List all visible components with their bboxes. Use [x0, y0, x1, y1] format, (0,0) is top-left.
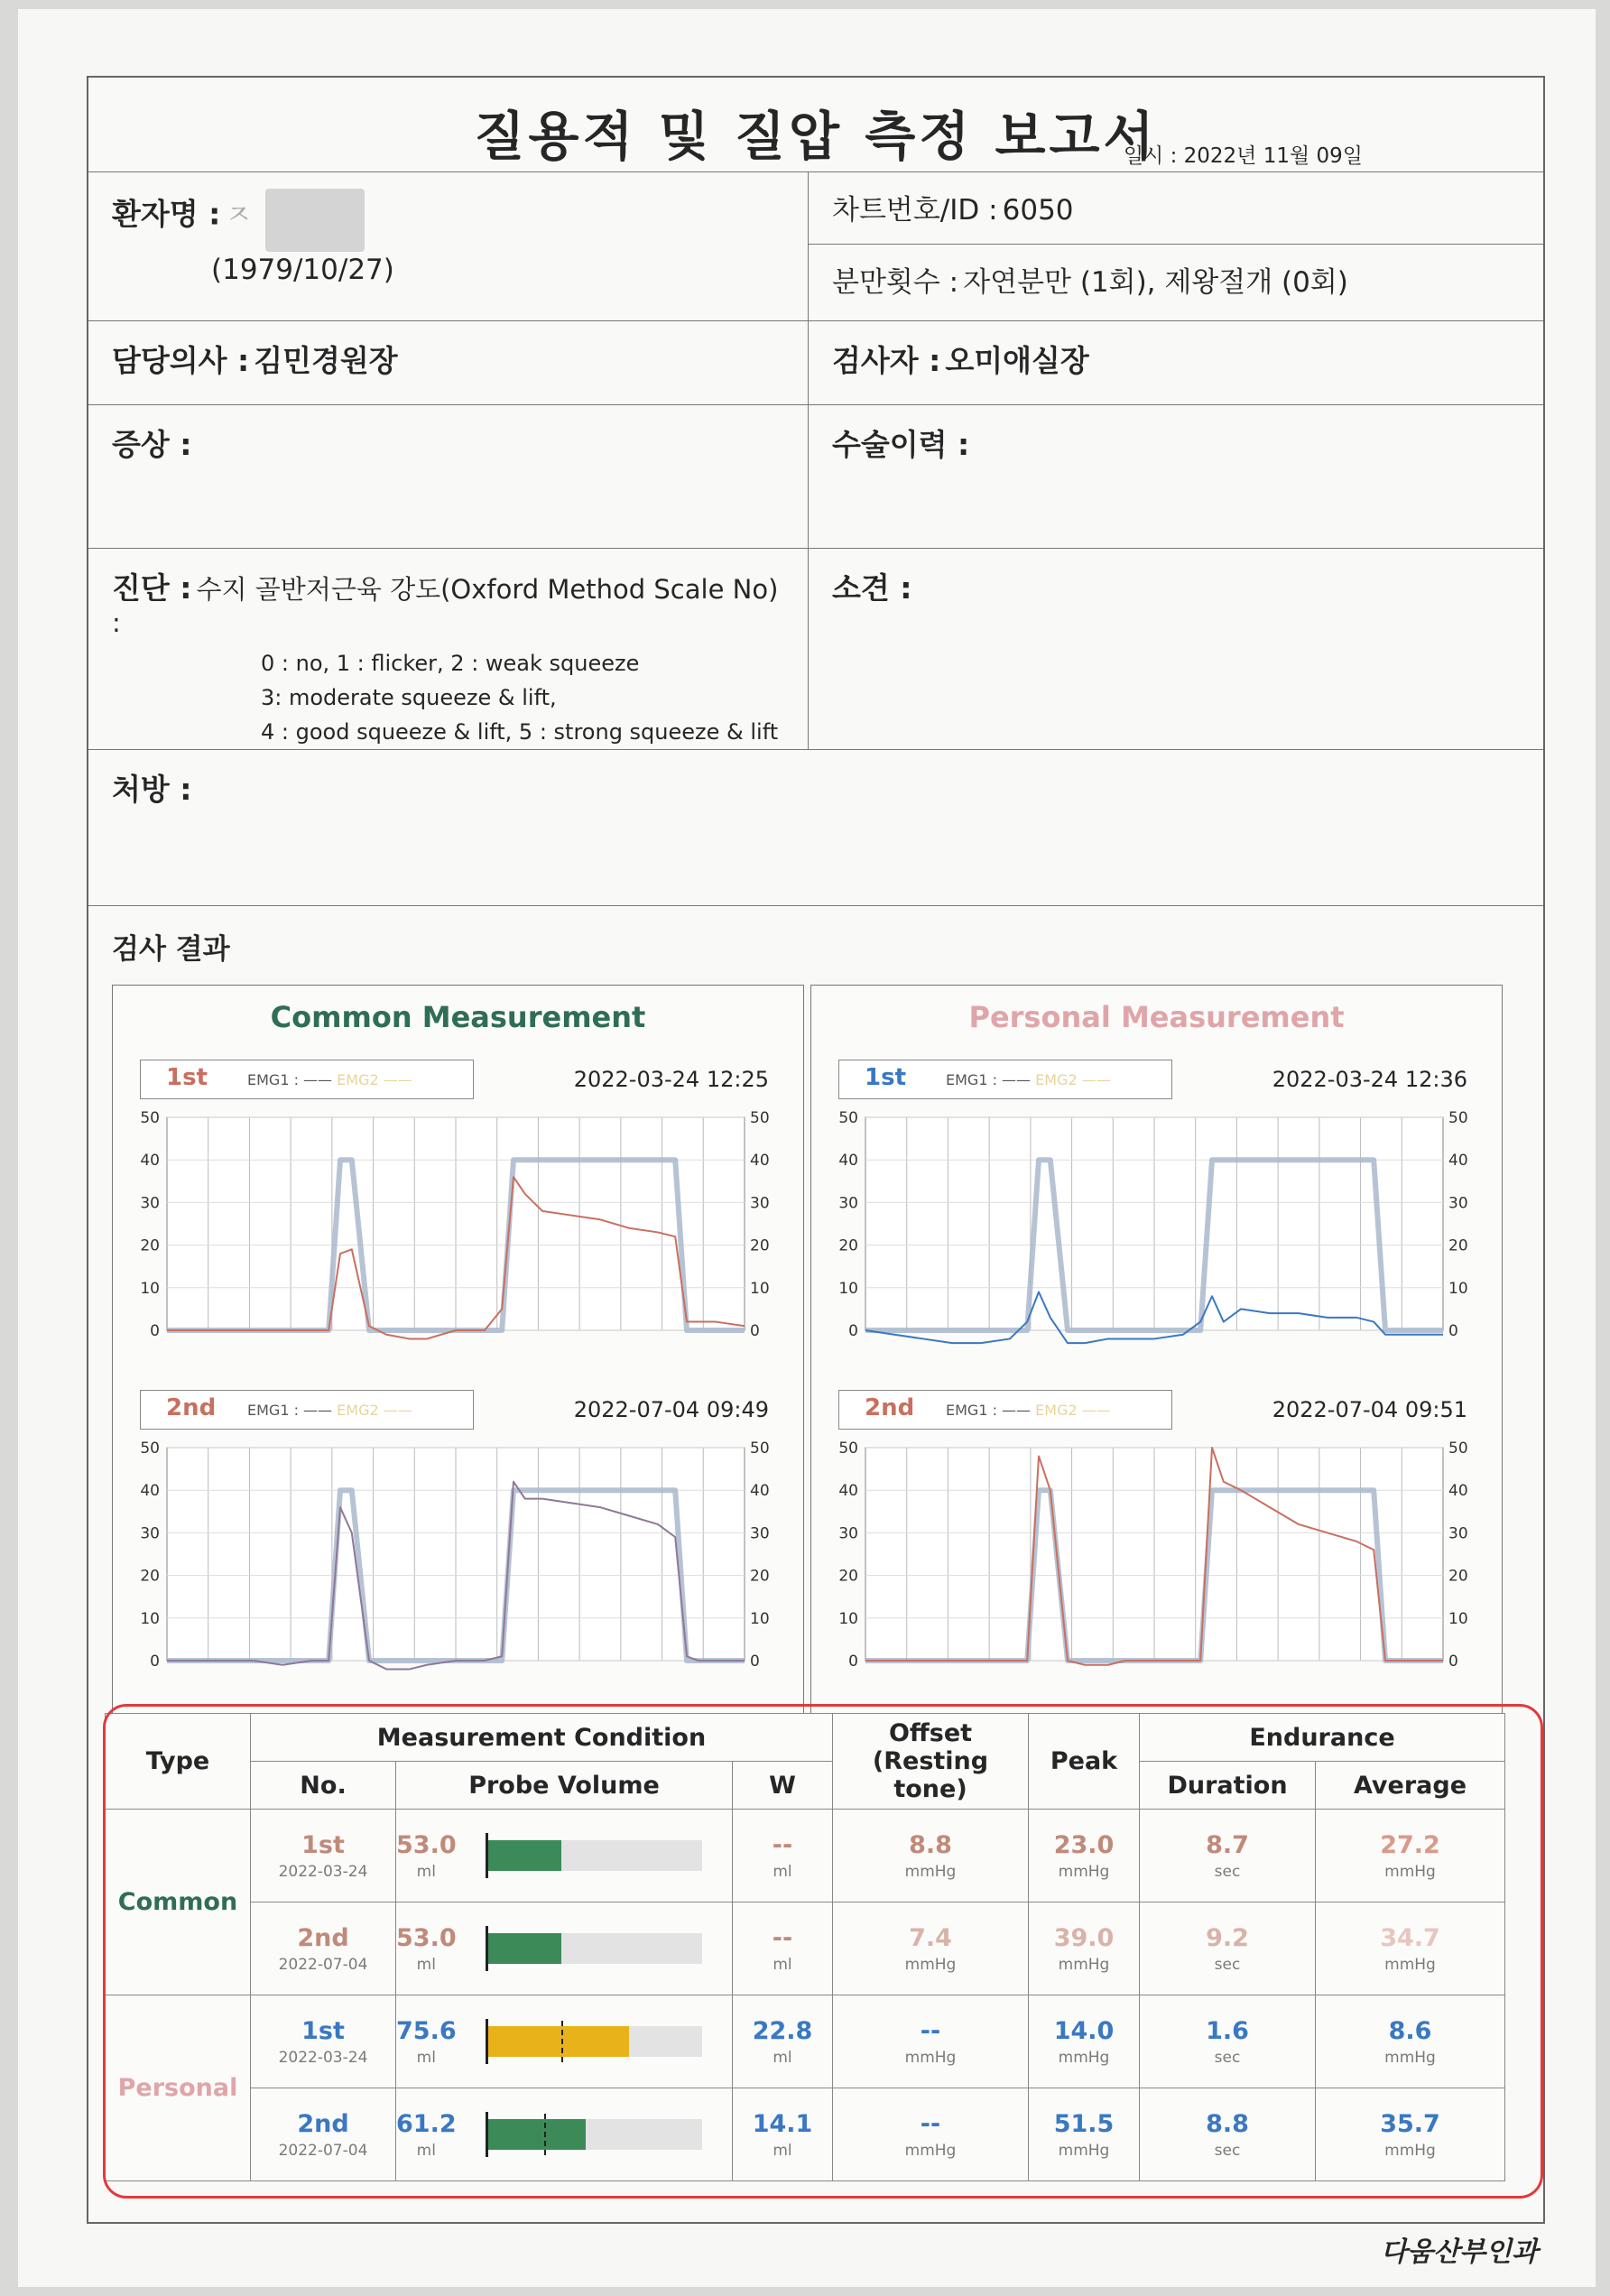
chart-legend [838, 1060, 1172, 1099]
chart-sequence-label: 1st [865, 1064, 906, 1091]
y-tick-label-left: 30 [140, 1194, 160, 1213]
y-tick-label-left: 30 [838, 1524, 858, 1543]
probe-volume-bar-axis [486, 1833, 488, 1878]
probe-volume-value: 61.2 [396, 2109, 457, 2138]
duration-value-unit: sec [1214, 2048, 1241, 2067]
col-no: No. [251, 1762, 396, 1810]
patient-name-initial: ㅈ [225, 199, 253, 232]
chart-id-label: 차트번호/ID : [832, 194, 998, 227]
table-row [106, 1810, 1505, 1903]
type-cell-common: Common [106, 1810, 251, 1995]
probe-volume-unit: ml [416, 2048, 436, 2067]
probe-volume-bar-fill [486, 2119, 585, 2150]
common-panel-title: Common Measurement [270, 1000, 646, 1034]
col-duration: Duration [1140, 1762, 1316, 1810]
y-tick-label-right: 50 [750, 1109, 770, 1127]
oxford-scale-line-2: 3: moderate squeeze & lift, [261, 685, 557, 710]
table-row [106, 1903, 1505, 1995]
average-value-value: 34.7 [1380, 1923, 1440, 1952]
examiner-cell [809, 321, 1543, 404]
duration-cell [1140, 1810, 1316, 1903]
y-tick-label-left: 20 [838, 1567, 858, 1586]
y-tick-label-right: 20 [750, 1567, 770, 1586]
legend-emg2: EMG2 —— [1031, 1402, 1111, 1419]
chart-plot [113, 1105, 805, 1375]
y-tick-label-left: 30 [140, 1524, 160, 1543]
surgery-label: 수술이력 : [832, 427, 970, 462]
offset-value-unit: mmHg [904, 2048, 957, 2067]
chart-id-field [809, 172, 1543, 245]
title-row [88, 78, 1543, 172]
y-tick-label-left: 50 [838, 1109, 858, 1127]
finding-cell [809, 549, 1543, 749]
y-tick-label-right: 50 [1448, 1109, 1468, 1127]
duration-value-unit: sec [1214, 1955, 1241, 1974]
w-marker [561, 2021, 563, 2062]
w-value-unit: ml [773, 2048, 792, 2067]
y-tick-label-right: 30 [750, 1524, 770, 1543]
chart-id-value: 6050 [1002, 194, 1074, 227]
offset-value-value: 7.4 [909, 1923, 952, 1952]
peak-value-unit: mmHg [1058, 2141, 1110, 2160]
doctor-value: 김민경원장 [254, 343, 398, 378]
y-tick-label-left: 10 [838, 1609, 858, 1628]
w-value [733, 2017, 832, 2067]
examiner-value: 오미애실장 [945, 343, 1089, 378]
offset-value-unit: mmHg [904, 2141, 957, 2160]
chart-plot [811, 1105, 1504, 1375]
y-tick-label-right: 10 [1448, 1609, 1468, 1628]
patient-birth: (1979/10/27) [211, 254, 394, 286]
y-tick-label-right: 40 [1448, 1482, 1468, 1501]
w-value-unit: ml [773, 2141, 792, 2160]
no-cell [251, 1810, 396, 1903]
w-value-unit: ml [773, 1955, 792, 1974]
offset-value [833, 1924, 1028, 1974]
average-value [1316, 1831, 1504, 1881]
duration-value-value: 8.7 [1206, 1830, 1249, 1859]
results-heading: 검사 결과 [112, 933, 230, 966]
oxford-scale-line-1: 0 : no, 1 : flicker, 2 : weak squeeze [261, 651, 640, 676]
peak-value [1029, 2017, 1139, 2067]
probe-volume-value: 75.6 [396, 2016, 457, 2045]
prescription-label: 처방 : [112, 772, 192, 807]
y-tick-label-left: 50 [140, 1109, 160, 1127]
common-measurement-panel [112, 985, 804, 1721]
legend-emg1: EMG1 : —— [946, 1402, 1032, 1419]
duration-value-unit: sec [1214, 2141, 1241, 2160]
row-no-unit: 2022-03-24 [278, 1862, 368, 1881]
chart-2nd-common [113, 1390, 803, 1715]
row-no-value: 2nd [297, 1923, 349, 1952]
row-no-unit: 2022-07-04 [278, 1955, 368, 1974]
col-peak: Peak [1029, 1714, 1140, 1810]
y-tick-label-left: 40 [838, 1152, 858, 1171]
legend-entries [247, 1071, 412, 1088]
legend-entries [946, 1071, 1111, 1088]
examiner-label: 검사자 : [832, 343, 941, 378]
y-tick-label-left: 50 [838, 1440, 858, 1458]
results-table [105, 1713, 1505, 2181]
chart-datetime: 2022-07-04 09:49 [573, 1397, 769, 1422]
peak-cell [1029, 1810, 1140, 1903]
probe-volume-bar-fill [486, 1933, 561, 1964]
average-value-value: 27.2 [1380, 1830, 1440, 1859]
y-tick-label-right: 50 [750, 1440, 770, 1458]
w-value-value: -- [772, 1923, 793, 1952]
offset-cell [833, 1995, 1029, 2088]
w-value [733, 2110, 832, 2160]
symptom-label: 증상 : [112, 427, 192, 462]
row-no-value: 1st [301, 2016, 345, 2045]
probe-volume-bar [486, 1933, 702, 1964]
peak-value-unit: mmHg [1058, 1862, 1110, 1881]
average-value-unit: mmHg [1384, 1955, 1436, 1974]
row-no [251, 2110, 395, 2160]
duration-value [1140, 1831, 1315, 1881]
y-tick-label-right: 20 [1448, 1567, 1468, 1586]
legend-emg2: EMG2 —— [332, 1071, 412, 1088]
offset-cell [833, 1810, 1029, 1903]
duration-value-unit: sec [1214, 1862, 1241, 1881]
oxford-scale-line-3: 4 : good squeeze & lift, 5 : strong squeeze & lift [261, 719, 779, 745]
y-tick-label-left: 40 [140, 1152, 160, 1171]
surgery-cell [809, 405, 1543, 548]
y-tick-label-right: 0 [750, 1653, 760, 1671]
probe-volume-content [396, 2017, 732, 2067]
peak-cell [1029, 1903, 1140, 1995]
peak-value-unit: mmHg [1058, 1955, 1110, 1974]
row-no-value: 2nd [297, 2109, 349, 2138]
personal-panel-title: Personal Measurement [968, 1000, 1345, 1034]
results-table-wrap [105, 1713, 1505, 2181]
average-value [1316, 2110, 1504, 2160]
col-probe-volume: Probe Volume [396, 1762, 733, 1810]
row-no-value: 1st [301, 1830, 345, 1859]
peak-cell [1029, 2088, 1140, 2181]
y-tick-label-left: 0 [150, 1322, 160, 1340]
peak-value-value: 51.5 [1053, 2109, 1115, 2138]
y-tick-label-right: 40 [1448, 1152, 1468, 1171]
staff-row [88, 321, 1543, 405]
w-cell [733, 1903, 833, 1995]
probe-volume-value: 53.0 [396, 1830, 457, 1859]
w-value-value: 14.1 [752, 2109, 813, 2138]
peak-value-unit: mmHg [1058, 2048, 1110, 2067]
average-value-unit: mmHg [1384, 1862, 1436, 1881]
w-marker [544, 2114, 546, 2155]
w-cell [733, 1810, 833, 1903]
y-tick-label-left: 0 [150, 1653, 160, 1671]
birth-count-label: 분만횟수 : [832, 266, 959, 299]
y-tick-label-left: 30 [838, 1194, 858, 1213]
patient-name-cell [88, 172, 809, 320]
peak-value [1029, 1831, 1139, 1881]
probe-volume-content [396, 2110, 732, 2160]
probe-volume [396, 1924, 457, 1974]
chart-plot [113, 1435, 805, 1706]
average-cell [1316, 2088, 1505, 2181]
legend-emg1: EMG1 : —— [247, 1071, 333, 1088]
diagnosis-row [88, 549, 1543, 750]
probe-volume-cell [396, 1903, 733, 1995]
peak-cell [1029, 1995, 1140, 2088]
probe-volume-bar [486, 2026, 702, 2057]
duration-value-value: 1.6 [1206, 2016, 1249, 2045]
y-tick-label-right: 0 [1448, 1653, 1458, 1671]
y-tick-label-left: 40 [140, 1482, 160, 1501]
patient-name-label: 환자명 : [112, 196, 221, 232]
col-endurance: Endurance [1140, 1714, 1505, 1762]
probe-volume-bar-fill [486, 1840, 561, 1871]
duration-cell [1140, 1995, 1316, 2088]
probe-volume-unit: ml [416, 1955, 436, 1974]
probe-volume [396, 2110, 457, 2160]
peak-value-value: 14.0 [1053, 2016, 1115, 2045]
w-value [733, 1831, 832, 1881]
probe-volume-cell [396, 1995, 733, 2088]
chart-sequence-label: 2nd [166, 1394, 217, 1421]
symptom-cell [88, 405, 809, 548]
y-tick-label-left: 10 [140, 1609, 160, 1628]
y-tick-label-left: 40 [838, 1482, 858, 1501]
duration-cell [1140, 2088, 1316, 2181]
birth-count-value: 자연분만 (1회), 제왕절개 (0회) [963, 266, 1348, 299]
type-cell-personal: Personal [106, 1995, 251, 2181]
y-tick-label-left: 0 [848, 1653, 858, 1671]
chart-legend [838, 1390, 1172, 1430]
peak-value [1029, 2110, 1139, 2160]
offset-value-unit: mmHg [904, 1955, 957, 1974]
table-row [106, 1995, 1505, 2088]
row-no [251, 1831, 395, 1881]
duration-value [1140, 1924, 1315, 1974]
finding-label: 소견 : [832, 570, 912, 606]
doctor-label: 담당의사 : [112, 343, 250, 378]
duration-cell [1140, 1903, 1316, 1995]
probe-volume-bar [486, 1840, 702, 1871]
duration-value [1140, 2017, 1315, 2067]
y-tick-label-right: 10 [750, 1609, 770, 1628]
average-value-value: 8.6 [1388, 2016, 1432, 2045]
col-measurement-condition: Measurement Condition [251, 1714, 833, 1762]
row-no-unit: 2022-03-24 [278, 2048, 368, 2067]
w-value-unit: ml [773, 1862, 792, 1881]
row-no [251, 1924, 395, 1974]
y-tick-label-left: 50 [140, 1440, 160, 1458]
probe-volume-bar-axis [486, 2112, 488, 2157]
chart-plot [811, 1435, 1504, 1706]
diagnosis-cell [88, 549, 809, 749]
y-tick-label-right: 30 [1448, 1194, 1468, 1213]
offset-value-value: 8.8 [909, 1830, 952, 1859]
offset-value [833, 2110, 1028, 2160]
symptom-row [88, 405, 1543, 549]
diagnosis-text: 수지 골반저근육 강도(Oxford Method Scale No) : [112, 574, 779, 638]
peak-value-value: 23.0 [1053, 1830, 1115, 1859]
chart-legend [140, 1390, 474, 1430]
chart-sequence-label: 2nd [865, 1394, 915, 1421]
y-tick-label-right: 40 [750, 1482, 770, 1501]
y-tick-label-right: 10 [1448, 1279, 1468, 1298]
y-tick-label-left: 20 [140, 1236, 160, 1255]
prescription-cell [88, 750, 215, 905]
average-value [1316, 2017, 1504, 2067]
row-no-unit: 2022-07-04 [278, 2141, 368, 2160]
y-tick-label-right: 30 [750, 1194, 770, 1213]
probe-volume-unit: ml [416, 2141, 436, 2160]
average-value [1316, 1924, 1504, 1974]
probe-volume-bar-axis [486, 2019, 488, 2064]
birth-count-field [809, 245, 1543, 314]
probe-volume-value: 53.0 [396, 1923, 457, 1952]
y-tick-label-right: 20 [750, 1236, 770, 1255]
y-tick-label-right: 20 [1448, 1236, 1468, 1255]
probe-volume-bar-fill [486, 2026, 628, 2057]
legend-emg2: EMG2 —— [1031, 1071, 1111, 1088]
offset-cell [833, 1903, 1029, 1995]
probe-volume-cell [396, 2088, 733, 2181]
col-offset: Offset (Resting tone) [833, 1714, 1029, 1810]
offset-value [833, 2017, 1028, 2067]
probe-volume-bar [486, 2119, 702, 2150]
y-tick-label-right: 0 [750, 1322, 760, 1340]
duration-value [1140, 2110, 1315, 2160]
probe-volume-unit: ml [416, 1862, 436, 1881]
w-value-value: 22.8 [752, 2016, 813, 2045]
average-cell [1316, 1903, 1505, 1995]
legend-entries [247, 1402, 412, 1419]
no-cell [251, 1903, 396, 1995]
probe-volume-content [396, 1924, 732, 1974]
average-value-unit: mmHg [1384, 2141, 1436, 2160]
table-row [106, 2088, 1505, 2181]
y-tick-label-left: 10 [838, 1279, 858, 1298]
chart-legend [140, 1060, 474, 1099]
chart-datetime: 2022-07-04 09:51 [1272, 1397, 1467, 1422]
no-cell [251, 2088, 396, 2181]
col-type: Type [106, 1714, 251, 1810]
y-tick-label-left: 20 [140, 1567, 160, 1586]
y-tick-label-right: 10 [750, 1279, 770, 1298]
y-tick-label-left: 10 [140, 1279, 160, 1298]
offset-value-value: -- [920, 2016, 941, 2045]
chart-1st-common [113, 1060, 803, 1384]
chart-1st-personal [811, 1060, 1502, 1384]
y-tick-label-left: 20 [838, 1236, 858, 1255]
w-cell [733, 1995, 833, 2088]
probe-volume-cell [396, 1810, 733, 1903]
duration-value-value: 9.2 [1206, 1923, 1249, 1952]
average-value-value: 35.7 [1380, 2109, 1440, 2138]
offset-cell [833, 2088, 1029, 2181]
y-tick-label-right: 40 [750, 1152, 770, 1171]
w-value-value: -- [772, 1830, 793, 1859]
chart-datetime: 2022-03-24 12:25 [573, 1067, 769, 1092]
row-no [251, 2017, 395, 2067]
legend-emg1: EMG1 : —— [247, 1402, 333, 1419]
chart-sequence-label: 1st [166, 1064, 208, 1091]
report-date: 일시 : 2022년 11월 09일 [1123, 144, 1363, 168]
average-cell [1316, 1810, 1505, 1903]
page-title: 질용적 및 질압 측정 보고서 [474, 106, 1158, 167]
y-tick-label-right: 0 [1448, 1322, 1458, 1340]
doctor-cell [88, 321, 809, 404]
average-value-unit: mmHg [1384, 2048, 1436, 2067]
offset-value-value: -- [920, 2109, 941, 2138]
chart-panels [112, 985, 1520, 1721]
no-cell [251, 1995, 396, 2088]
redacted-name [265, 189, 365, 252]
chart-datetime: 2022-03-24 12:36 [1272, 1067, 1467, 1092]
patient-row [88, 172, 1543, 321]
y-tick-label-right: 50 [1448, 1440, 1468, 1458]
diagnosis-label: 진단 : [112, 570, 192, 606]
probe-volume-bar-axis [486, 1926, 488, 1971]
hospital-name: 다움산부인과 [1381, 2236, 1538, 2268]
offset-value [833, 1831, 1028, 1881]
probe-volume-content [396, 1831, 732, 1881]
probe-volume [396, 2017, 457, 2067]
average-cell [1316, 1995, 1505, 2088]
peak-value [1029, 1924, 1139, 1974]
y-tick-label-left: 0 [848, 1322, 858, 1340]
col-w: W [733, 1762, 833, 1810]
duration-value-value: 8.8 [1206, 2109, 1249, 2138]
w-value [733, 1924, 832, 1974]
legend-entries [946, 1402, 1111, 1419]
w-cell [733, 2088, 833, 2181]
legend-emg1: EMG1 : —— [946, 1071, 1032, 1088]
legend-emg2: EMG2 —— [332, 1402, 412, 1419]
probe-volume [396, 1831, 457, 1881]
prescription-row [88, 750, 1543, 906]
offset-value-unit: mmHg [904, 1862, 957, 1881]
peak-value-value: 39.0 [1053, 1923, 1115, 1952]
chart-info-cell [809, 172, 1543, 320]
y-tick-label-right: 30 [1448, 1524, 1468, 1543]
col-average: Average [1316, 1762, 1505, 1810]
chart-2nd-personal [811, 1390, 1502, 1715]
personal-measurement-panel [810, 985, 1503, 1721]
